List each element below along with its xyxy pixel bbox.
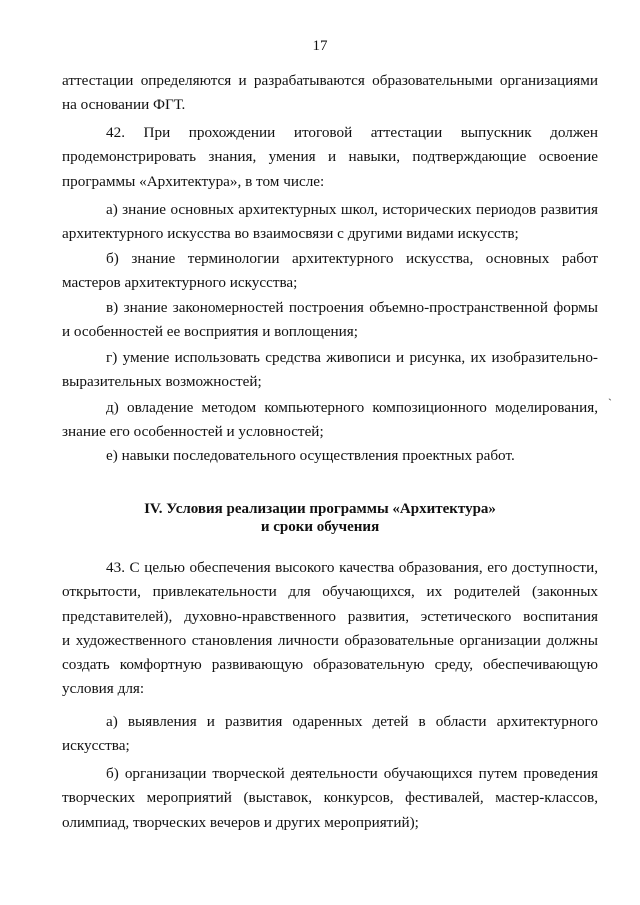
text-line: на основании ФГТ. (62, 96, 186, 114)
paragraph-attestation-continued (62, 69, 598, 118)
condition-item-a-gifted (62, 710, 598, 759)
text-line: олимпиад, творческих вечеров и других мероприятий); (62, 813, 419, 831)
list-item-d-painting (62, 346, 598, 395)
list-item-b-terminology (62, 247, 598, 296)
text-line: архитектурного искусства во взаимосвязи с другими видами искусств; (62, 225, 519, 243)
page-number: 17 (312, 38, 328, 54)
text-line: мастеров архитектурного искусства; (62, 274, 298, 292)
paragraph-42 (62, 121, 598, 194)
text-line: и художественного становления личности образовательные организации должны (62, 631, 598, 649)
text-line: б) знание терминологии архитектурного искусства, основных работ (106, 250, 598, 267)
text-line: представителей), духовно-нравственного развития, эстетического воспитания (62, 607, 598, 625)
text-line: и особенностей ее восприятия и воплощения; (62, 323, 358, 341)
text-line: продемонстрировать знания, умения и навыки, подтверждающие освоение (62, 148, 598, 166)
text-line: искусства; (62, 737, 130, 755)
text-line: 43. С целью обеспечения высокого качества образования, его доступности, (106, 559, 598, 576)
text-line: творческих мероприятий (выставок, конкурсов, фестивалей, мастер-классов, (62, 789, 598, 807)
paragraph-43 (62, 556, 598, 702)
list-item-f-projects (62, 444, 598, 468)
text-line: знание его особенностей и условностей; (62, 423, 324, 441)
list-item-e-modeling (62, 396, 598, 445)
text-line: 42. При прохождении итоговой аттестации выпускник должен (106, 124, 598, 141)
text-line: г) умение использовать средства живописи и рисунка, их изобразительно- (106, 349, 598, 366)
condition-item-b-creative (62, 762, 598, 835)
text-line: б) организации творческой деятельности обучающихся путем проведения (106, 765, 598, 782)
text-line: открытости, привлекательности для обучающихся, их родителей (законных (62, 583, 598, 601)
text-line: в) знание закономерностей построения объемно-пространственной формы (106, 299, 598, 316)
text-line: создать комфортную развивающую образовательную среду, обеспечивающую (62, 656, 598, 674)
heading-line: и сроки обучения (260, 519, 380, 535)
text-line: выразительных возможностей; (62, 373, 262, 391)
text-line: аттестации определяются и разрабатываются образовательными организациями (62, 72, 598, 89)
list-item-c-form (62, 296, 598, 345)
heading-line: IV. Условия реализации программы «Архитектура» (144, 501, 496, 517)
scan-speck: ` (608, 396, 612, 410)
text-line: д) овладение методом компьютерного композиционного моделирования, (106, 399, 598, 416)
section-heading (0, 500, 640, 536)
text-line: а) выявления и развития одаренных детей в области архитектурного (106, 713, 598, 730)
text-line: программы «Архитектура», в том числе: (62, 172, 325, 190)
list-item-a-schools (62, 198, 598, 247)
text-line: а) знание основных архитектурных школ, исторических периодов развития (106, 201, 598, 218)
text-line: условия для: (62, 680, 145, 698)
text-line: е) навыки последовательного осуществления проектных работ. (106, 447, 515, 464)
